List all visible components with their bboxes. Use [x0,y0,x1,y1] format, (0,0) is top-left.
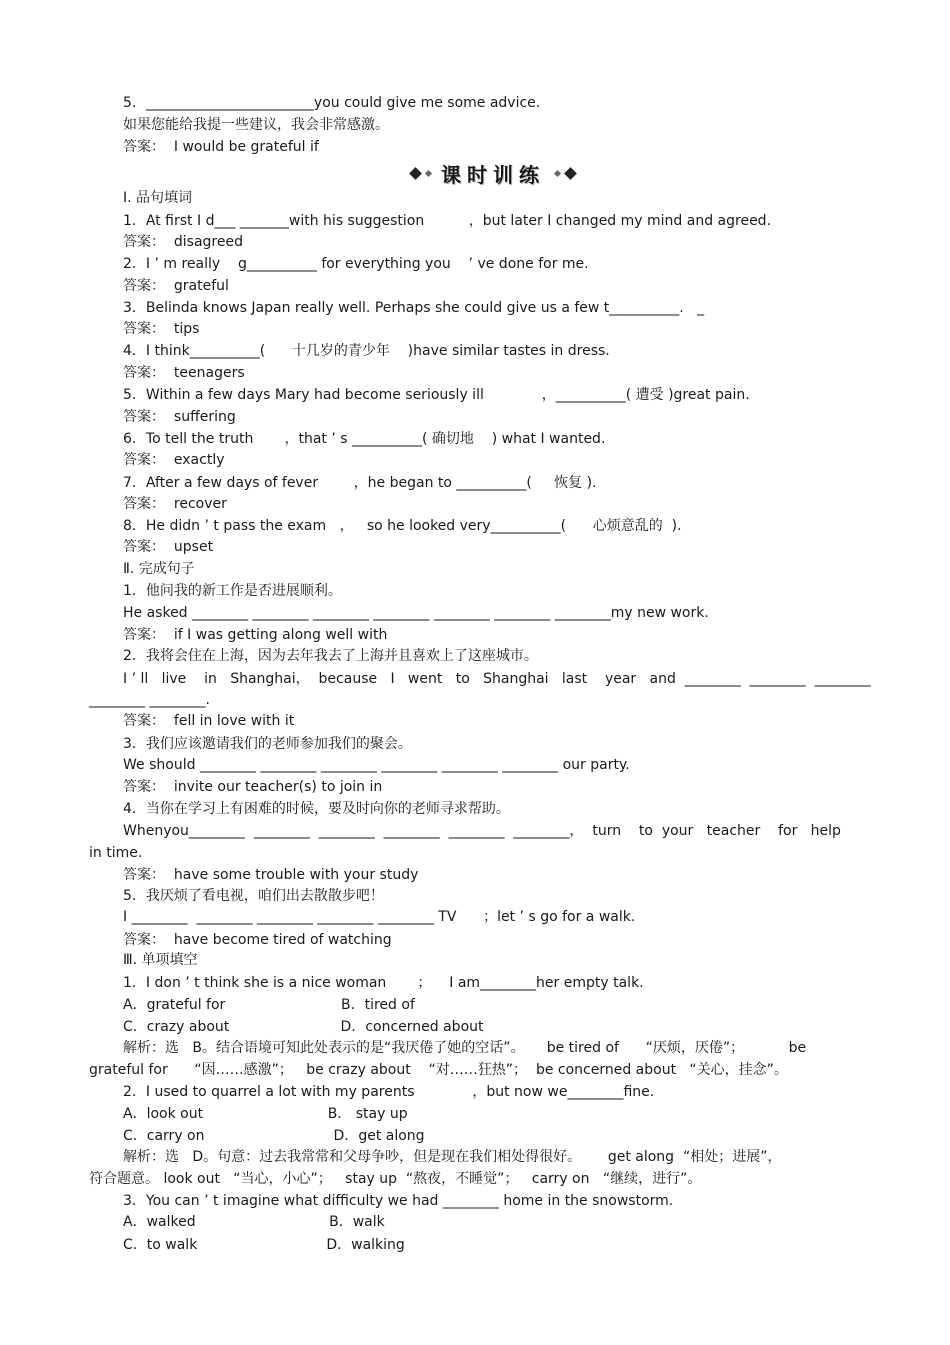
question-line: He asked ________ ________ ________ ________ ________ ________ ________my new work. [123,605,709,621]
answer-line: 答案： I would be grateful if [123,139,319,155]
explanation-line: 符合题意。 look out “当心，小心”； stay up “熬夜，不睡觉”； carry on “继续，进行”。 [89,1171,702,1187]
diamond-ornament-icon [554,169,561,176]
option-line: C．to walk D．walking [123,1237,405,1253]
question-line: 2．I ’ m really g__________ for everything you ’ ve done for me. [123,256,589,272]
question-line: 5．Within a few days Mary had become seriously ill ，__________( 遭受 )great pain. [123,387,750,403]
answer-line: 答案： have become tired of watching [123,932,392,948]
answer-line: 答案： tips [123,321,200,337]
answer-line: 答案： suffering [123,409,236,425]
answer-line: 答案： disagreed [123,234,243,250]
question-line: 3．You can ’ t imagine what difficulty we had ________ home in the snowstorm. [123,1193,674,1209]
answer-line: 答案： teenagers [123,365,245,381]
explanation-line: grateful for “因……感激”； be crazy about “对……狂热”； be concerned about “关心，挂念”。 [89,1062,788,1078]
section-heading: Ⅲ. 单项填空 [123,952,198,968]
answer-line: 答案： fell in love with it [123,713,295,729]
answer-line: 答案： have some trouble with your study [123,867,419,883]
question-line: 2．我将会住在上海，因为去年我去了上海并且喜欢上了这座城市。 [123,648,538,664]
answer-line: 答案： upset [123,539,214,555]
explanation-line: 解析：选 D。句意：过去我常常和父母争吵，但是现在我们相处得很好。 get along “相处；进展”， [123,1149,782,1165]
explanation-line: 解析：选 B。结合语境可知此处表示的是“我厌倦了她的空话”。 be tired of “厌烦，厌倦”； be [123,1040,807,1056]
diamond-ornament-icon [409,167,422,180]
question-line: 4．当你在学习上有困难的时候，要及时向你的老师寻求帮助。 [123,801,510,817]
question-line: in time. [89,845,143,861]
answer-line: 答案： grateful [123,278,229,294]
option-line: A．walked B．walk [123,1214,385,1230]
question-line: Whenyou________ ________ ________ ________ ________ ________， turn to your teacher for help [123,823,841,839]
answer-line: 答案： if I was getting along well with [123,627,388,643]
section-banner-title: 课时训练 [441,162,545,187]
answer-line: 答案： exactly [123,452,225,468]
question-line: 4．I think__________( 十几岁的青少年 )have similar tastes in dress. [123,343,610,359]
option-line: A．look out B． stay up [123,1106,408,1122]
section-heading: Ⅱ. 完成句子 [123,561,195,577]
question-line: 5．________________________you could give me some advice. [123,95,541,111]
question-line: I ’ ll live in Shanghai， because I went to Shanghai last year and ________ ________ ________ [123,671,871,687]
question-line: 3．Belinda knows Japan really well. Perhaps she could give us a few t__________. _ [123,300,705,316]
question-line: I ________ ________ ________ ________ ________ TV ；let ’ s go for a walk. [123,909,636,925]
lesson-training-banner [388,159,598,187]
option-line: C．crazy about D．concerned about [123,1019,484,1035]
question-line: 5．我厌烦了看电视，咱们出去散散步吧！ [123,888,384,904]
question-line: 1．At first I d___ _______with his suggestion ，but later I changed my mind and agreed. [123,213,772,229]
question-line: 6．To tell the truth ，that ’ s __________( 确切地 ) what I wanted. [123,431,606,447]
section-heading: Ⅰ. 品句填词 [123,190,193,206]
answer-line: 答案： recover [123,496,227,512]
answer-line: 答案： invite our teacher(s) to join in [123,779,383,795]
option-line: C．carry on D．get along [123,1128,425,1144]
diamond-ornament-icon [564,167,577,180]
question-line: 7．After a few days of fever ，he began to __________( 恢复 ). [123,475,597,491]
question-line: ________ ________. [89,692,210,708]
question-line: 3．我们应该邀请我们的老师参加我们的聚会。 [123,736,412,752]
option-line: A．grateful for B．tired of [123,997,415,1013]
question-line: 1．I don ’ t think she is a nice woman ； I am________her empty talk. [123,975,644,991]
question-line: 2．I used to quarrel a lot with my parents ，but now we________fine. [123,1084,655,1100]
question-line: We should ________ ________ ________ ________ ________ ________ our party. [123,757,630,773]
translation-line: 如果您能给我提一些建议，我会非常感激。 [123,117,389,133]
question-line: 8．He didn ’ t pass the exam ， so he looked very__________( 心烦意乱的 ). [123,518,682,534]
question-line: 1．他问我的新工作是否进展顺利。 [123,583,342,599]
diamond-ornament-icon [425,169,432,176]
